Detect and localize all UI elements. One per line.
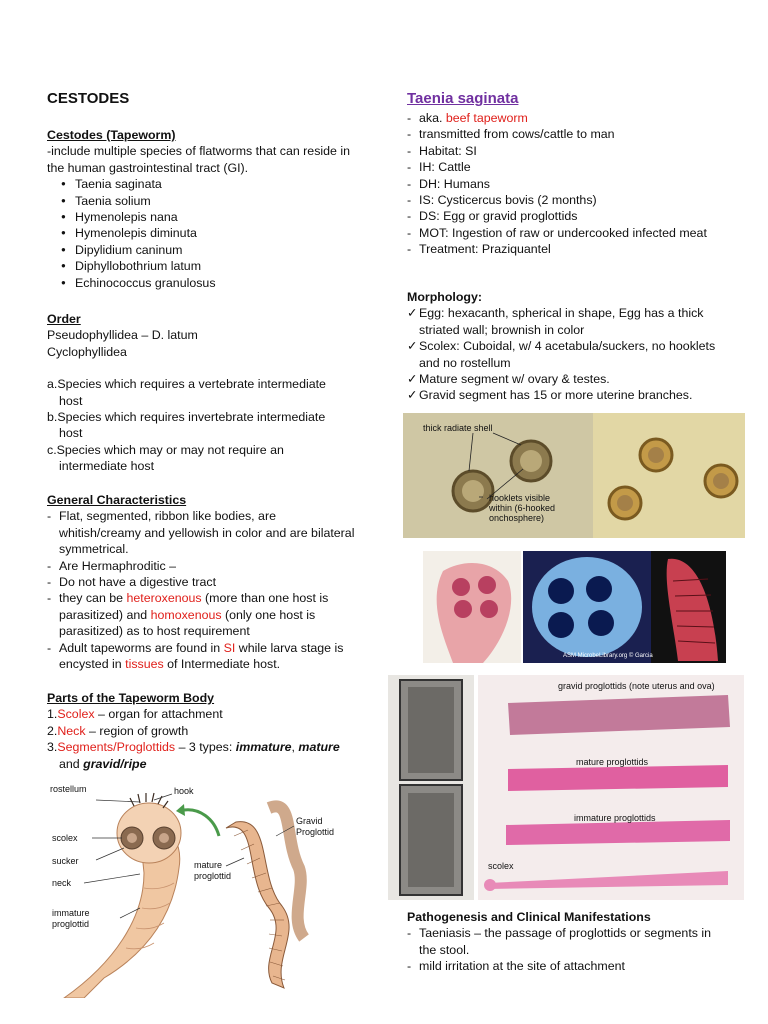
seg-label-mature: mature proglottids: [576, 757, 649, 767]
pathogenesis-item: - mild irritation at the site of attachment: [407, 958, 727, 974]
parts-section: [47, 690, 367, 772]
scolex-images: [423, 551, 726, 663]
species-item: ● Hymenolepis diminuta: [75, 225, 367, 241]
label-sucker: sucker: [52, 856, 79, 866]
species-list: [47, 176, 367, 291]
egg-label-hooklets: onchosphere): [489, 513, 545, 523]
facts-section: [407, 110, 707, 258]
fact-item: - MOT: Ingestion of raw or undercooked infected meat: [407, 225, 707, 241]
morphology-item: ✓ Egg: hexacanth, spherical in shape, Egg has a thick striated wall; brownish in color: [407, 305, 717, 338]
fact-item: - IH: Cattle: [407, 159, 707, 175]
species-item: ● Taenia solium: [75, 193, 367, 209]
general-item: - Do not have a digestive tract: [47, 574, 359, 590]
general-item: - Flat, segmented, ribbon like bodies, are whitish/creamy and yellowish in color and are bilateral symmetrical.: [47, 508, 359, 557]
fact-item: - Treatment: Praziquantel: [407, 241, 707, 257]
species-item: ● Diphyllobothrium latum: [75, 258, 367, 274]
order-item-c: c.Species which may or may not require an intermediate host: [47, 442, 284, 474]
intro-text: -include multiple species of flatworms that can reside in the human gastrointestinal tract (GI).: [47, 144, 351, 175]
general-item: - Are Hermaphroditic –: [47, 558, 359, 574]
fact-item: - aka. beef tapeworm: [407, 110, 707, 126]
egg-label-hooklets: hooklets visible: [489, 493, 551, 503]
label-neck: neck: [52, 878, 72, 888]
parts-item-scolex: 1.Scolex – organ for attachment: [47, 707, 223, 722]
label-immature-proglottid: proglottid: [52, 919, 90, 929]
order-line1: Pseudophyllidea – D. latum: [47, 328, 198, 343]
morphology-item: ✓ Mature segment w/ ovary & testes.: [407, 371, 717, 387]
parts-item-neck: 2.Neck – region of growth: [47, 723, 189, 738]
species-item: ● Taenia saginata: [75, 176, 367, 192]
species-item: ● Hymenolepis nana: [75, 209, 367, 225]
general-item: - they can be heteroxenous (more than one host is parasitized) and homoxenous (only one host is parasitized) as to host requirement: [47, 590, 359, 639]
pathogenesis-heading: Pathogenesis and Clinical Manifestations: [407, 910, 651, 924]
label-mature-proglottid: proglottid: [194, 871, 232, 881]
intro-section: [47, 127, 367, 291]
egg-micrograph: [403, 413, 745, 538]
fact-item: - IS: Cysticercus bovis (2 months): [407, 192, 707, 208]
species-item: ● Dipylidium caninum: [75, 242, 367, 258]
morphology-section: [407, 289, 717, 404]
morphology-heading: Morphology:: [407, 290, 483, 304]
fact-item: - transmitted from cows/cattle to man: [407, 126, 707, 142]
order-heading: Order: [47, 312, 81, 326]
fact-item: - DS: Egg or gravid proglottids: [407, 208, 707, 224]
seg-label-scolex: scolex: [488, 861, 514, 871]
pathogenesis-item: - Taeniasis – the passage of proglottids or segments in the stool.: [407, 925, 727, 958]
species-title: Taenia saginata: [407, 90, 519, 107]
fact-item: - Habitat: SI: [407, 143, 707, 159]
morphology-item: ✓ Gravid segment has 15 or more uterine branches.: [407, 387, 717, 403]
order-line2: Cyclophyllidea: [47, 344, 127, 359]
label-hook: hook: [174, 786, 194, 796]
image-credit: ASM MicrobeLibrary.org © Garcia: [563, 653, 653, 659]
order-item-a: a.Species which requires a vertebrate intermediate host: [47, 377, 326, 408]
label-gravid: Gravid: [296, 816, 323, 826]
label-rostellum: rostellum: [50, 784, 87, 794]
tapeworm-diagram: [44, 778, 364, 998]
order-section: [47, 311, 347, 475]
general-section: [47, 492, 359, 672]
label-scolex: scolex: [52, 833, 78, 843]
species-item: ● Echinococcus granulosus: [75, 275, 367, 291]
seg-label-immature: immature proglottids: [574, 813, 656, 823]
label-mature: mature: [194, 860, 223, 870]
label-immature: immature: [52, 908, 90, 918]
seg-label-gravid: gravid proglottids (note uterus and ova): [558, 681, 715, 691]
page-title: CESTODES: [47, 90, 130, 107]
parts-item-segments: 3.Segments/Proglottids – 3 types: immature, mature and gravid/ripe: [47, 740, 340, 771]
intro-heading: Cestodes (Tapeworm): [47, 128, 176, 142]
egg-label-shell: thick radiate shell: [423, 423, 493, 433]
general-heading: General Characteristics: [47, 493, 187, 507]
egg-label-hooklets: within (6-hooked: [489, 503, 556, 513]
fact-item: - DH: Humans: [407, 176, 707, 192]
label-gravid-proglottid: Proglottid: [296, 827, 335, 837]
morphology-item: ✓ Scolex: Cuboidal, w/ 4 acetabula/suckers, no hooklets and no rostellum: [407, 338, 717, 371]
parts-heading: Parts of the Tapeworm Body: [47, 691, 215, 705]
order-item-b: b.Species which requires invertebrate intermediate host: [47, 410, 326, 441]
pathogenesis-section: [407, 909, 727, 975]
general-item: - Adult tapeworms are found in SI while larva stage is encysted in tissues of Intermediate host.: [47, 640, 359, 673]
proglottid-images: [388, 675, 744, 900]
